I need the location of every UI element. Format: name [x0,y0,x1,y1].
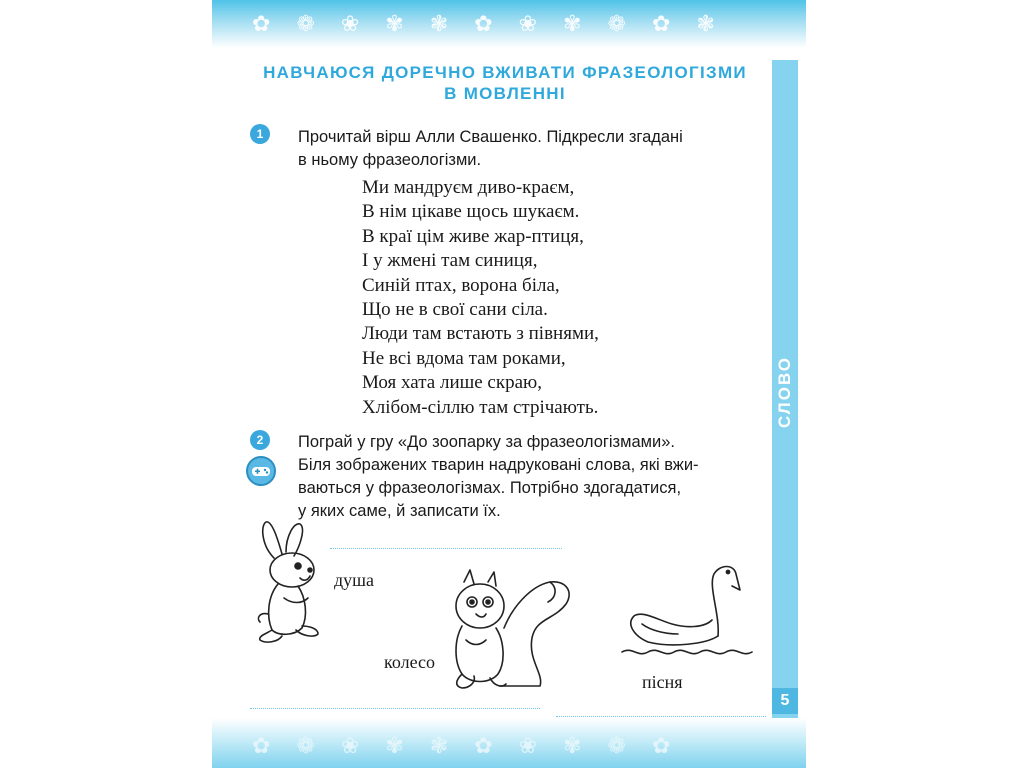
swirl-icon: ✿ [474,734,493,759]
poem-line: Не всі вдома там роками, [362,347,566,369]
top-ornament-row [252,12,715,37]
top-decor-band [212,0,806,48]
answer-line[interactable] [556,716,766,717]
bottom-ornament-row [252,734,670,759]
flower-icon: ❀ [518,734,538,759]
swirl-icon: ✾ [385,12,404,37]
poem-line: Синій птах, ворона біла, [362,274,560,296]
flower-icon: ❀ [340,734,360,759]
poem-line: В краї цім живе жар-птиця, [362,225,584,247]
task1-instructions [298,126,683,172]
title-line-2: В МОВЛЕННІ [444,84,566,103]
poem [362,176,599,420]
squirrel-word: колесо [384,652,436,672]
flower-icon: ❀ [340,12,360,37]
flower-icon: ❃ [696,12,715,37]
poem-line: Люди там встають з півнями, [362,323,599,345]
flower-icon: ✿ [252,734,271,759]
task2-line-2: Біля зображених тварин надруковані слова, які вжи- [298,456,699,474]
section-label-text: СЛОВО [775,355,794,429]
swirl-icon: ✿ [474,12,493,37]
task2-line-1: Пограй у гру «До зоопарку за фразеологізмами». [298,433,675,451]
task1-line-2: в ньому фразеологізми. [298,151,482,169]
swan-icon [620,562,760,666]
flower-icon: ✿ [252,12,271,37]
page-number: 5 [772,688,798,714]
flower-icon: ❀ [518,12,538,37]
poem-line: Хлібом-сіллю там стрічають. [362,396,599,418]
poem-line: І у жмені там синиця, [362,250,538,272]
task-number-badge: 1 [250,124,270,144]
swirl-icon: ✿ [651,734,671,759]
section-side-label [772,352,798,432]
title-line-1: НАВЧАЮСЯ ДОРЕЧНО ВЖИВАТИ ФРАЗЕОЛОГІЗМИ [263,63,747,82]
swirl-icon: ❁ [296,12,315,37]
swirl-icon: ✾ [563,734,582,759]
answer-line[interactable] [250,708,540,709]
poem-line: Що не в свої сани сіла. [362,299,548,321]
page-title [240,62,770,104]
swan-word: пісня [642,672,683,692]
task2-line-4: у яких саме, й записати їх. [298,502,501,520]
task2-line-3: ваються у фразеологізмах. Потрібно здогадатися, [298,479,682,497]
flower-icon: ❁ [607,734,626,759]
flower-icon: ❃ [429,734,449,759]
swirl-icon: ✾ [563,12,582,37]
task1-line-1: Прочитай вірш Алли Свашенко. Підкресли згадані [298,128,683,146]
game-controller-glyph [251,464,271,478]
task-number-badge: 2 [250,430,270,450]
flower-icon: ❁ [607,12,626,37]
flower-icon: ❃ [429,12,449,37]
swirl-icon: ✿ [651,12,671,37]
swirl-icon: ✾ [385,734,404,759]
poem-line: Моя хата лише скраю, [362,372,542,394]
rabbit-word: душа [334,570,375,590]
task2-instructions [298,431,699,523]
poem-line: В нім цікаве щось шукаєм. [362,201,580,223]
swirl-icon: ❁ [296,734,315,759]
bottom-decor-band [212,718,806,768]
answer-line[interactable] [330,548,562,549]
squirrel-icon [440,568,580,692]
rabbit-icon [248,518,328,646]
game-controller-icon [246,456,276,486]
poem-line: Ми мандруєм диво-краєм, [362,177,575,198]
